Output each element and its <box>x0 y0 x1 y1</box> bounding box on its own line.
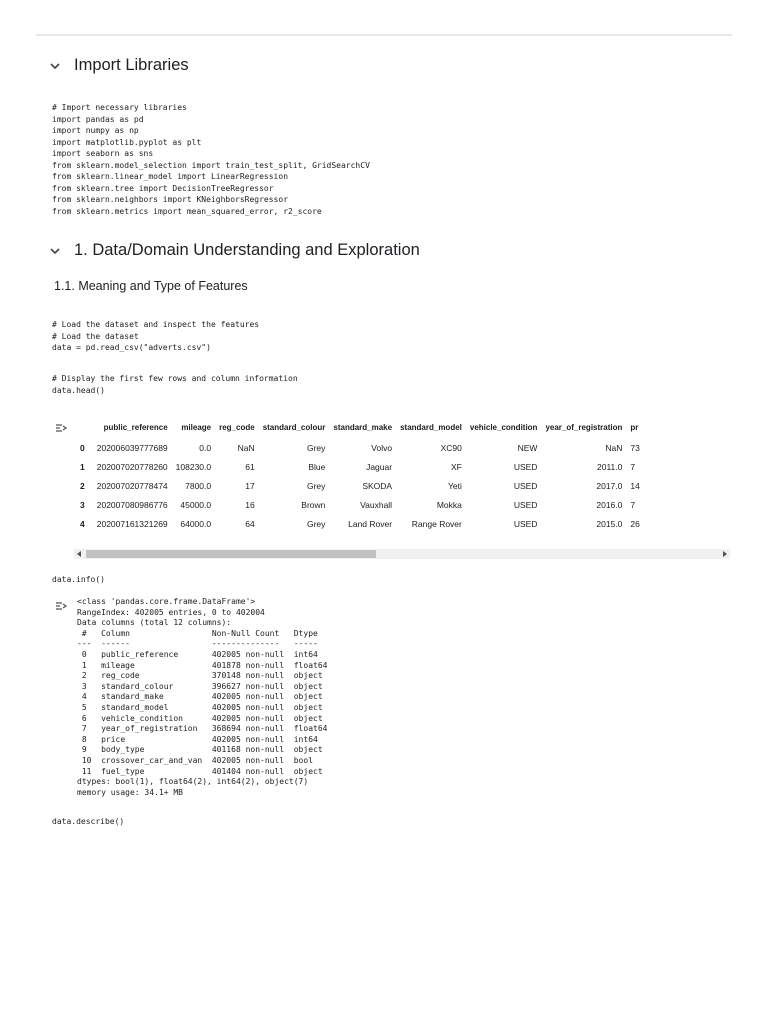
table-cell: 7 <box>630 499 636 510</box>
table-cell: XF <box>451 461 462 472</box>
column-header: mileage <box>181 422 212 432</box>
table-cell: 64 <box>245 518 255 529</box>
section-title: 1. Data/Domain Understanding and Exploration <box>74 241 420 259</box>
table-cell: NaN <box>605 442 623 453</box>
row-index: 4 <box>80 518 85 529</box>
output-toggle-icon[interactable] <box>55 598 69 608</box>
index-header <box>72 416 93 438</box>
table-cell: NEW <box>517 442 538 453</box>
table-cell: Jaguar <box>366 461 393 472</box>
column-header: reg_code <box>219 422 255 432</box>
info-output: <class 'pandas.core.frame.DataFrame'> RangeIndex: 402005 entries, 0 to 402004 Data columns (total 12 columns): # Column Non-Null Count Dtype --- ------ -------------- ----- 0 public_reference 402005 non-null int64 1 mileage 401878 non-null float64 2 reg_code 370148 non-null object 3 standard_colour 396627 non-null object 4 standard_make 402005 non-null object 5 standard_model 402005 non-null object 6 vehicle_condition 402005 non-null object 7 year_of_registration 368694 non-null float64 8 price 402005 non-null int64 9 body_type 401168 non-null object 10 crossover_car_and_van 402005 non-null bool 11 fuel_type 401404 non-null object dtypes: bool(1), float64(2), int64(2), object(7) memory usage: 34.1+ MB <box>77 597 328 797</box>
table-cell: 202006039777689 <box>96 442 168 453</box>
subsection-title: 1.1. Meaning and Type of Features <box>54 279 248 293</box>
column-header: year_of_registration <box>545 422 623 432</box>
table-cell: Vauxhall <box>360 499 393 510</box>
chevron-down-icon[interactable] <box>48 59 62 73</box>
code-cell-imports[interactable]: # Import necessary libraries import pandas as pd import numpy as np import matplotlib.pyplot as plt import seaborn as sns from sklearn.model_selection import train_test_split, GridSearchCV from sklearn.linear_model import LinearRegression from sklearn.tree import DecisionTreeRegressor from sklearn.neighbors import KNeighborsRegressor from sklearn.metrics import mean_squared_error, r2_score <box>52 103 370 216</box>
table-cell: Blue <box>308 461 326 472</box>
row-index: 3 <box>80 499 85 510</box>
column-header: standard_make <box>333 422 393 432</box>
table-cell: 16 <box>245 499 255 510</box>
table-cell: USED <box>513 499 538 510</box>
table-row <box>72 457 644 476</box>
table-cell: Grey <box>306 518 326 529</box>
section-title: Import Libraries <box>74 56 189 74</box>
table-cell: 7 <box>630 461 636 472</box>
table-cell: NaN <box>237 442 255 453</box>
table-cell: 17 <box>245 480 255 491</box>
table-header-row <box>72 416 644 438</box>
table-cell: 108230.0 <box>175 461 212 472</box>
top-divider <box>36 34 732 36</box>
table-cell: 64000.0 <box>180 518 212 529</box>
table-cell: 202007161321269 <box>96 518 168 529</box>
row-index: 0 <box>80 442 85 453</box>
chevron-down-icon[interactable] <box>48 244 62 258</box>
table-row <box>72 476 644 495</box>
section-data-domain[interactable] <box>48 241 420 260</box>
table-cell: 2017.0 <box>596 480 623 491</box>
table-cell: 0.0 <box>199 442 212 453</box>
table-cell: Mokka <box>436 499 462 510</box>
code-cell-info[interactable]: data.info() <box>52 575 105 584</box>
table-cell: XC90 <box>440 442 462 453</box>
table-cell: USED <box>513 461 538 472</box>
scrollbar-thumb[interactable] <box>86 550 376 558</box>
output-toggle-icon[interactable] <box>55 420 69 430</box>
table-row <box>72 495 644 514</box>
table-cell: 61 <box>245 461 255 472</box>
table-cell: 73 <box>630 442 640 453</box>
column-header: pr <box>630 422 639 432</box>
horizontal-scrollbar[interactable] <box>74 549 730 559</box>
table-cell: USED <box>513 518 538 529</box>
column-header: standard_colour <box>262 422 326 432</box>
column-header: public_reference <box>103 422 168 432</box>
table-cell: Grey <box>306 480 326 491</box>
scroll-left-icon[interactable] <box>77 551 81 557</box>
table-cell: Volvo <box>371 442 393 453</box>
table-cell: 45000.0 <box>180 499 212 510</box>
code-cell-describe[interactable]: data.describe() <box>52 817 125 826</box>
scroll-right-icon[interactable] <box>723 551 727 557</box>
table-cell: 7800.0 <box>185 480 212 491</box>
table-cell: Yeti <box>448 480 462 491</box>
table-cell: 202007020778260 <box>96 461 168 472</box>
row-index: 2 <box>80 480 85 491</box>
table-row <box>72 514 644 533</box>
column-header: vehicle_condition <box>469 422 538 432</box>
section-import-libraries[interactable] <box>48 56 189 75</box>
table-cell: Range Rover <box>411 518 462 529</box>
table-cell: 2016.0 <box>596 499 623 510</box>
code-cell-head[interactable]: # Display the first few rows and column information data.head() <box>52 374 298 395</box>
dataframe-output <box>72 416 730 552</box>
table-cell: 202007080986776 <box>96 499 168 510</box>
table-cell: USED <box>513 480 538 491</box>
table-cell: 2015.0 <box>596 518 623 529</box>
column-header: standard_model <box>400 422 462 432</box>
code-cell-load[interactable]: # Load the dataset and inspect the features # Load the dataset data = pd.read_csv("adverts.csv") <box>52 320 260 352</box>
table-row <box>72 438 644 457</box>
table-cell: Brown <box>301 499 326 510</box>
table-cell: 202007020778474 <box>96 480 168 491</box>
table-cell: Grey <box>306 442 326 453</box>
table-cell: SKODA <box>362 480 393 491</box>
table-cell: 2011.0 <box>597 461 623 472</box>
dataframe-table <box>72 416 644 533</box>
table-cell: Land Rover <box>348 518 393 529</box>
table-cell: 26 <box>630 518 640 529</box>
row-index: 1 <box>80 461 85 472</box>
table-cell: 14 <box>630 480 640 491</box>
